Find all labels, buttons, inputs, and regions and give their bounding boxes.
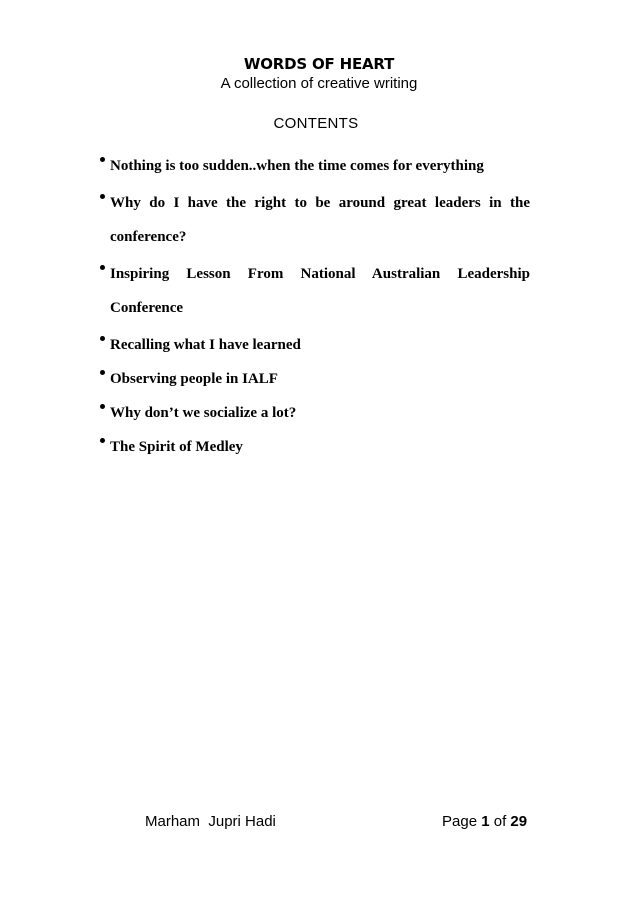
toc-item	[110, 186, 530, 254]
toc-item-text: Inspiring Lesson From National Australian Leadership Conference	[110, 266, 530, 316]
bullet-icon	[100, 370, 105, 375]
of-label: of	[493, 813, 507, 830]
bullet-icon	[100, 265, 105, 270]
bullet-icon	[100, 157, 105, 162]
document-subtitle: A collection of creative writing	[220, 75, 418, 92]
toc-item-text: Why do I have the right to be around great leaders in the conference?	[110, 195, 530, 245]
toc-item	[110, 362, 530, 396]
toc-item	[110, 430, 530, 464]
toc-item	[110, 396, 530, 430]
toc-item-text: Why don’t we socialize a lot?	[110, 405, 297, 421]
bullet-icon	[100, 404, 105, 409]
current-page: 1	[481, 813, 490, 830]
toc-item	[110, 257, 530, 325]
toc-item	[110, 328, 530, 362]
toc-item-text: Observing people in IALF	[110, 371, 278, 387]
contents-heading: CONTENTS	[273, 115, 359, 132]
total-pages: 29	[510, 813, 528, 830]
footer-author: Marham Jupri Hadi	[145, 813, 276, 830]
page-label: Page	[442, 813, 478, 830]
bullet-icon	[100, 438, 105, 443]
toc-item-text: Nothing is too sudden..when the time comes for everything	[110, 158, 484, 174]
toc-item-text: The Spirit of Medley	[110, 439, 243, 455]
bullet-icon	[100, 194, 105, 199]
document-title: WORDS OF HEART	[243, 55, 395, 73]
table-of-contents	[110, 149, 530, 464]
toc-item	[110, 149, 530, 183]
bullet-icon	[100, 336, 105, 341]
footer-page-number	[442, 813, 527, 830]
toc-item-text: Recalling what I have learned	[110, 337, 301, 353]
